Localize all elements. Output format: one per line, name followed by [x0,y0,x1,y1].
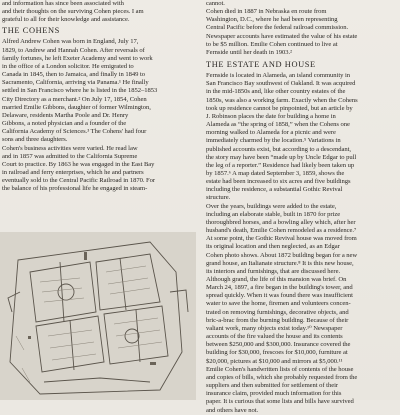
left-intro-paragraph [2,0,190,24]
right-column [206,0,398,415]
text-line: Fernside is located in Alameda, an island community in [206,72,350,80]
text-line: building for $30,000, frescoes for $10,000, furniture at [206,349,348,357]
text-line: water to save the home, firemen and volunteers concen- [206,300,351,308]
text-line: valiant work, many objects exist today.¹⁰ Newspaper [206,324,343,332]
text-line: and others have not. [206,406,259,414]
right-body-paragraphs [206,72,398,415]
text-line: Central Pacific before the federal railroad commission. [206,24,349,32]
text-line: the story may have been “made up by Uncle Edgar to pull [206,153,357,161]
text-line: by 1857.⁶ A map dated September 3, 1859, shows the [206,169,345,177]
text-line: morning walked to Alameda for a picnic and were [206,129,336,137]
text-line: eventually sold to the Central Pacific Railroad in 1870. For [2,177,156,185]
text-line: grand house, an Italianate structure.⁸ It is this new house, [206,259,354,267]
text-line: the leg of a reporter.” Residence had likely been taken up [206,161,355,169]
text-line: California Academy of Sciences.³ The Cohens' had four [2,128,147,136]
text-line: Alameda as “the spring of 1858,” when the Cohens one [206,121,350,129]
text-line: Delaware, residents Martha Poole and Dr. Henry [2,111,129,119]
text-line: between $250,000 and $300,000. Insurance covered the [206,341,351,349]
left-column [2,0,190,193]
text-line: to be $5 million. Emilie Cohen continued to live at [206,40,338,48]
text-line: Fernside until her death in 1903.² [206,48,292,56]
text-line: J. Robinson places the date for building a home in [206,112,336,120]
text-line: settled in San Francisco where he is listed in the 1852–1853 [2,87,158,95]
text-line: and copies of bills, which she probably requested from the [206,373,358,381]
text-line: its original location and then neglected, as an Edgar [206,243,340,251]
text-line: sons and three daughters. [2,136,68,144]
text-line: At some point, the Gothic Revival house was moved from [206,235,357,243]
text-line: estate had been increased to six acres and five buildings [206,178,351,186]
floor-plan-icon [0,232,196,400]
text-line: City Directory as a merchant.² On July 17, 1854, Cohen [2,95,147,103]
text-line: Over the years, buildings were added to the estate, [206,202,337,210]
text-line: San Francisco Bay southwest of Oakland. It was acquired [206,80,356,88]
right-intro-paragraph [206,0,398,57]
text-line: insurance claim, provided much information for this [206,390,342,398]
text-line: accounts of the fire valued the house and its contents [206,333,343,341]
text-line: structure. [206,194,231,202]
text-line: March 24, 1897, a fire began in the building's tower, and [206,284,353,292]
section-heading-the-cohens: THE COHENS [2,26,60,36]
text-line: Canada in 1845, then to Jamaica, and finally in 1849 to [2,71,146,79]
text-line: cannot. [206,0,225,7]
text-line: including the residence, a substantial Gothic Revival [206,186,343,194]
text-line: in the mid-1850s and, like other country estates of the [206,88,346,96]
text-line: spread quickly. When it was found there was insufficient [206,292,353,300]
left-body-paragraphs [2,38,190,193]
text-line: Sacramento, California, arriving via Panama.¹ He finally [2,79,149,87]
text-line: immediately charmed by the location.⁵ Variations in [206,137,341,145]
text-line: Gibbons, a noted physician and a founder of the [2,120,127,128]
text-line: Cohen died in 1887 in Nebraska en route from [206,8,327,16]
text-line: family fortunes, he left Exeter Academy and went to work [2,54,153,62]
text-line: published accounts exist, but according to a descendant, [206,145,351,153]
text-line: Newspaper accounts have estimated the value of his estate [206,32,358,40]
text-line: thoroughbred horses, and a bowling alley which, after her [206,218,356,226]
text-line: Although grand, the life of this mansion was brief. On [206,276,347,283]
text-line: grateful to all for their knowledge and assistance. [2,16,130,24]
text-line: bric-a-brac from the burning building. Because of their [206,316,349,324]
text-line: Washington, D.C., where he had been representing [206,16,338,24]
section-heading-estate-and-house: THE ESTATE AND HOUSE [206,60,316,70]
text-line: in the office of a London solicitor. He emigrated to [2,62,134,70]
text-line: and their thoughts on the surviving Cohen pieces. I am [2,8,144,16]
text-line: Court to practice. By 1863 he was engaged in the East Bay [2,160,155,168]
text-line: Emilie Cohen's handwritten lists of contents of the house [206,365,354,373]
text-line: 1829, to Andrew and Hannah Cohen. After reversals of [2,46,145,54]
text-line: paper. It is curious that some lists and bills have survived [206,398,354,406]
text-line: Cohen's business activities were varied. He read law [2,144,138,152]
text-line: married Emilie Gibbons, daughter of former Wilmington, [2,103,151,111]
text-line: Alfred Andrew Cohen was born in England, July 17, [2,38,139,46]
text-line: and in 1857 was admitted to the California Supreme [2,152,138,160]
text-line: including an elaborate stable, built in 1870 for prize [206,210,341,218]
text-line: 1850s, was also a working farm. Exactly when the Cohens [206,96,358,104]
text-line: took up residence cannot be pinpointed, but an article by [206,104,353,112]
text-line: husband's death, Emilie Cohen remodeled as a residence.⁷ [206,227,357,235]
text-line: trated on removing furnishings, decorative objects, and [206,308,349,316]
text-line: and information has since been associated with [2,0,124,7]
text-line: the balance of his professional life he engaged in steam- [2,185,148,193]
text-line: Cohen photo shows. About 1872 building began for a new [206,251,358,259]
text-line: suppliers and then submitted for settlement of their [206,382,338,390]
floor-plan-figure [0,232,196,400]
text-line: in railroad and ferry enterprises, which he and partners [2,168,144,176]
text-line: its interiors and furnishings, that are discussed here. [206,267,341,275]
text-line: $20,000, pictures at $10,000 and mirrors at $5,000.¹¹ [206,357,343,365]
